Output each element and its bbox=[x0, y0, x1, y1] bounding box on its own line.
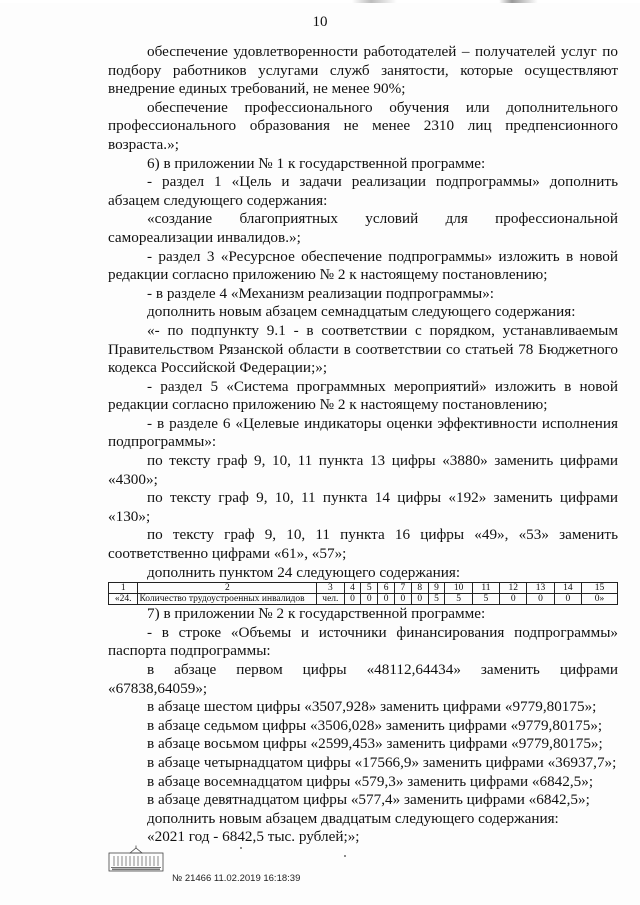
indicator-table bbox=[108, 582, 618, 605]
table-row bbox=[109, 594, 618, 605]
scan-edge-artifact bbox=[0, 0, 640, 3]
paragraph: - раздел 3 «Ресурсное обеспечение подпрограммы» изложить в новой редакции согласно приложению № 2 к настоящему постановлению; bbox=[108, 247, 618, 284]
scan-speck bbox=[344, 855, 346, 857]
table-header-cell: 10 bbox=[445, 583, 472, 594]
table-cell: 5 bbox=[472, 594, 499, 605]
paragraph: 7) в приложении № 2 к государственной программе: bbox=[147, 605, 486, 623]
document-body bbox=[108, 43, 618, 847]
paragraph: 6) в приложении № 1 к государственной программе: bbox=[147, 154, 486, 172]
paragraph: дополнить новым абзацем двадцатым следующего содержания: bbox=[147, 809, 559, 827]
paragraph: - в разделе 6 «Целевые индикаторы оценки эффективности исполнения подпрограммы»: bbox=[108, 414, 618, 451]
table-header-cell: 4 bbox=[344, 583, 361, 594]
paragraph: по тексту граф 9, 10, 11 пункта 14 цифры «192» заменить цифрами «130»; bbox=[108, 489, 618, 525]
paragraph: - раздел 1 «Цель и задачи реализации подпрограммы» дополнить абзацем следующего содержания: bbox=[108, 173, 618, 209]
paragraph: в абзаце первом цифры «48112,64434» заменить цифрами «67838,64059»; bbox=[108, 661, 618, 697]
table-header-cell: 1 bbox=[109, 583, 138, 594]
table-header-cell: 9 bbox=[428, 583, 445, 594]
paragraph: «- по подпункту 9.1 - в соответствии с порядком, устанавливаемым Правительством Рязанской области в соответствии со статьей 78 Бюджетного кодекса Российской Федерации;»; bbox=[108, 321, 618, 377]
paragraph: в абзаце четырнадцатом цифры «17566,9» заменить цифрами «36937,7»; bbox=[147, 753, 617, 771]
government-building-seal-icon bbox=[108, 845, 164, 875]
paragraph: в абзаце восьмом цифры «2599,453» заменить цифрами «9779,80175»; bbox=[147, 735, 603, 753]
table-header-cell: 5 bbox=[361, 583, 378, 594]
table-header-cell: 14 bbox=[554, 583, 581, 594]
table-cell: «24. bbox=[109, 594, 138, 605]
paragraph: обеспечение профессионального обучения или дополнительного профессионального образования не менее 2310 лиц предпенсионного возраста.»; bbox=[108, 98, 618, 153]
table-header-cell: 12 bbox=[500, 583, 527, 594]
paragraph: по тексту граф 9, 10, 11 пункта 16 цифры «49», «53» заменить соответственно цифрами «61», «57»; bbox=[108, 526, 618, 563]
table-cell: 0 bbox=[378, 594, 395, 605]
table-header-cell: 11 bbox=[472, 583, 499, 594]
table-header-row bbox=[109, 583, 618, 594]
table-header-cell: 3 bbox=[317, 583, 344, 594]
table-cell: 0 bbox=[554, 594, 581, 605]
table-cell: 0 bbox=[344, 594, 361, 605]
table-cell: 0 bbox=[500, 594, 527, 605]
table-cell-unit: чел. bbox=[317, 594, 344, 605]
table-header-cell: 15 bbox=[582, 583, 618, 594]
paragraph: - раздел 5 «Система программных мероприятий» изложить в новой редакции согласно приложению № 2 к настоящему постановлению; bbox=[108, 377, 618, 414]
paragraph: в абзаце восемнадцатом цифры «579,3» заменить цифрами «6842,5»; bbox=[147, 772, 594, 790]
table-cell: 0 bbox=[411, 594, 428, 605]
paragraph: в абзаце девятнадцатом цифры «577,4» заменить цифрами «6842,5»; bbox=[147, 791, 590, 809]
table-cell-indicator-name: Количество трудоустроенных инвалидов bbox=[138, 594, 317, 605]
table-header-cell: 6 bbox=[378, 583, 395, 594]
indicator-table-wrap bbox=[108, 582, 618, 605]
table-header-cell: 2 bbox=[138, 583, 317, 594]
table-cell: 0 bbox=[394, 594, 411, 605]
paragraph: - в разделе 4 «Механизм реализации подпрограммы»: bbox=[147, 284, 495, 302]
table-cell: 0» bbox=[582, 594, 618, 605]
table-cell: 0 bbox=[527, 594, 554, 605]
paragraph: дополнить пунктом 24 следующего содержания: bbox=[147, 563, 461, 581]
table-header-cell: 8 bbox=[411, 583, 428, 594]
document-footer bbox=[108, 843, 408, 893]
paragraph: по тексту граф 9, 10, 11 пункта 13 цифры «3880» заменить цифрами «4300»; bbox=[108, 452, 618, 488]
table-header-cell: 13 bbox=[527, 583, 554, 594]
table-cell: 0 bbox=[361, 594, 378, 605]
table-cell: 5 bbox=[428, 594, 445, 605]
paragraph: «2021 год - 6842,5 тыс. рублей;»; bbox=[147, 828, 360, 846]
table-header-cell: 7 bbox=[394, 583, 411, 594]
page-number: 10 bbox=[312, 14, 328, 30]
paragraph: в абзаце седьмом цифры «3506,028» заменить цифрами «9779,80175»; bbox=[147, 716, 603, 734]
scan-speck bbox=[240, 847, 242, 849]
registration-stamp: № 21466 11.02.2019 16:18:39 bbox=[172, 873, 301, 884]
table-cell: 5 bbox=[445, 594, 472, 605]
paragraph: - в строке «Объемы и источники финансирования подпрограммы» паспорта подпрограммы: bbox=[108, 623, 618, 660]
paragraph: обеспечение удовлетворенности работодателей – получателей услуг по подбору работников услугами служб занятости, которые осуществляют внедрение единых требований, не менее 90%; bbox=[108, 43, 618, 98]
paragraph: дополнить новым абзацем семнадцатым следующего содержания: bbox=[147, 303, 576, 321]
paragraph: в абзаце шестом цифры «3507,928» заменить цифрами «9779,80175»; bbox=[147, 698, 597, 716]
paragraph: «создание благоприятных условий для профессиональной самореализации инвалидов.»; bbox=[108, 210, 618, 246]
